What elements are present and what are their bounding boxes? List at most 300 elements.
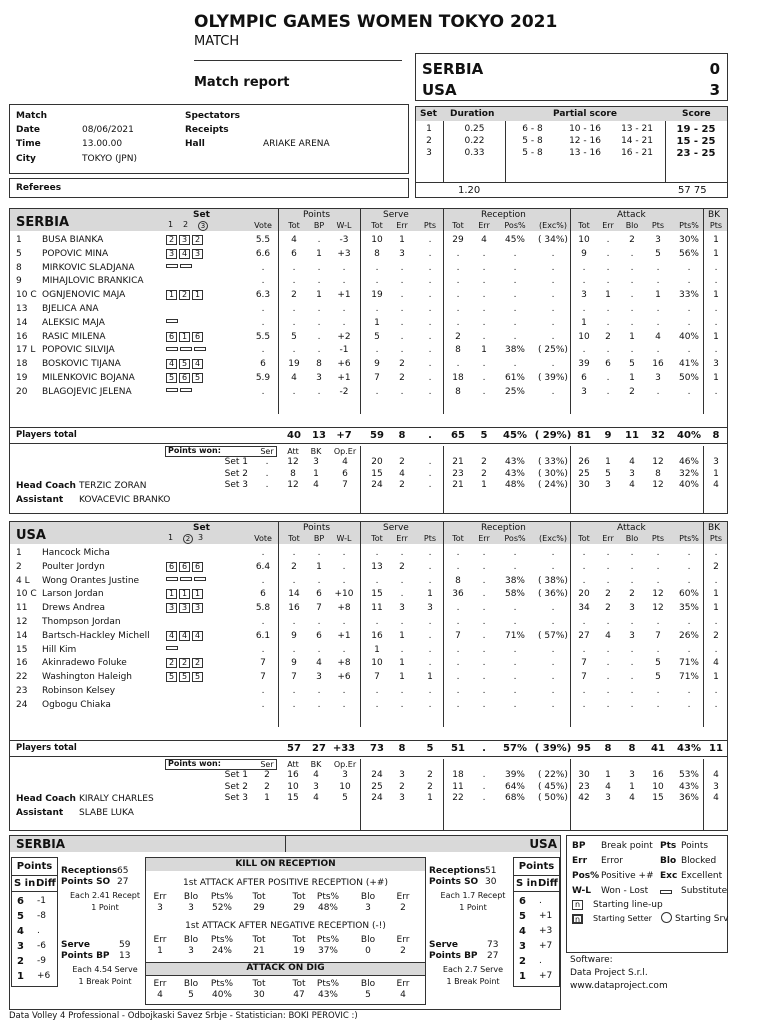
- set-duration: 0.33: [464, 148, 485, 158]
- set-position: 6: [192, 332, 203, 342]
- stat-tot: 4: [291, 373, 297, 383]
- away-sets-won: 3: [709, 81, 720, 99]
- stat-a_blo: .: [630, 548, 634, 558]
- stat-a_blo: .: [630, 699, 634, 710]
- player-name: Ogbogu Chiaka: [42, 699, 111, 710]
- set-stat-s_pts: 2: [427, 781, 433, 792]
- stat-s_pts: .: [428, 658, 432, 669]
- total-a_pts: 41: [651, 743, 665, 754]
- stat-bp: 8: [316, 359, 322, 370]
- pw-bk: 3: [313, 457, 319, 467]
- stat-r_err: .: [482, 644, 486, 655]
- stat-a_err: .: [606, 575, 610, 586]
- stat-a_ptsp: .: [687, 699, 691, 710]
- stat-bp: 4: [316, 658, 322, 669]
- stat-a_blo: .: [630, 248, 634, 259]
- set-digit: 3: [198, 221, 208, 231]
- stat-tot: 9: [291, 630, 297, 641]
- set-number: 1: [426, 124, 432, 134]
- set-stat-s_tot: 24: [371, 793, 383, 803]
- stat-bk: 1: [713, 290, 719, 301]
- subheader: Err: [602, 534, 614, 543]
- player-number: 12: [16, 617, 28, 627]
- set-position: 2: [166, 658, 177, 668]
- set-position: [194, 347, 206, 351]
- total-s_tot: 59: [370, 430, 384, 441]
- stat-s_pts: .: [428, 686, 432, 696]
- each-serve-bp: 1 Break Point: [446, 977, 500, 986]
- pw-bk: 4: [313, 770, 319, 780]
- set-stat-s_err: 3: [399, 793, 405, 803]
- pw-oper: 3: [342, 770, 348, 780]
- kill-cell: Tot: [292, 892, 306, 902]
- set-position: [166, 319, 178, 323]
- kill-cell: 2: [400, 903, 406, 913]
- stat-a_blo: .: [630, 304, 634, 314]
- set-stat-r_pos: 43%: [504, 468, 525, 479]
- legend-key: Blo: [660, 856, 677, 866]
- legend-text: Points: [681, 841, 709, 851]
- summary-home-team: SERBIA: [16, 837, 65, 851]
- player-name: Wong Orantes Justine: [42, 575, 140, 586]
- set-position: 2: [179, 290, 190, 300]
- player-number: 4 L: [16, 575, 30, 586]
- stat-tot: 5: [291, 331, 297, 342]
- set-stat-r_pos: 64%: [504, 781, 525, 792]
- stat-vote: 5.8: [255, 603, 271, 614]
- pw-bk: 4: [313, 480, 319, 490]
- stat-s_tot: 8: [374, 248, 380, 259]
- sep: [146, 975, 425, 976]
- sep: [11, 875, 58, 876]
- stat-bp: .: [317, 331, 321, 342]
- stat-wl: -2: [339, 386, 349, 397]
- rotation-diff: .: [539, 896, 542, 906]
- legend-text: Error: [601, 856, 623, 866]
- stat-a_tot: .: [582, 304, 586, 314]
- time-value: 13.00.00: [82, 139, 123, 149]
- stat-r_tot: .: [456, 290, 460, 301]
- stat-a_blo: 1: [629, 373, 635, 383]
- stat-r_err: .: [482, 331, 486, 342]
- stat-s_tot: .: [375, 699, 379, 710]
- stat-s_err: .: [400, 589, 404, 600]
- set-stat-bk: 3: [713, 457, 719, 467]
- stat-a_tot: .: [582, 644, 586, 655]
- stat-r_err: .: [482, 304, 486, 314]
- stat-a_tot: 7: [581, 672, 587, 683]
- set-stat-a_err: 1: [605, 457, 611, 467]
- stat-bp: .: [317, 345, 321, 356]
- player-sets: [166, 645, 180, 654]
- legend-text: Blocked: [681, 856, 717, 866]
- referees-label: Referees: [16, 183, 62, 193]
- stat-a_blo: .: [630, 617, 634, 627]
- set-stat-a_err: 4: [605, 781, 611, 792]
- stat-r_err: .: [482, 603, 486, 614]
- stat-bp: .: [317, 686, 321, 696]
- kill-cell: 3: [365, 903, 371, 913]
- stat-r_exc: .: [551, 603, 555, 614]
- stat-s_pts: .: [428, 317, 432, 328]
- stat-r_exc: .: [551, 304, 555, 314]
- subheader: Pts: [709, 221, 723, 230]
- player-sets: [166, 658, 205, 668]
- diff-header: Diff: [36, 878, 56, 889]
- set-position: [166, 388, 178, 392]
- set-number: 2: [426, 136, 432, 146]
- kill-cell: Pts%: [316, 892, 340, 902]
- rotation-diff: .: [37, 926, 40, 936]
- stat-vote: 6.6: [255, 248, 271, 259]
- stat-a_ptsp: 50%: [678, 373, 699, 383]
- pw-oper-header: Op.Er: [333, 447, 357, 456]
- stat-a_blo: 1: [629, 331, 635, 342]
- set-stat-s_tot: 24: [371, 480, 383, 490]
- stat-wl: .: [342, 617, 346, 627]
- stat-vote: 6: [260, 589, 266, 600]
- stat-a_pts: 3: [655, 373, 661, 383]
- stat-r_exc: .: [551, 617, 555, 627]
- stat-s_tot: .: [375, 575, 379, 586]
- stat-s_tot: .: [375, 386, 379, 397]
- set-stat-a_tot: 30: [578, 480, 590, 490]
- total-a_err: 8: [604, 743, 612, 754]
- legend-text: Won - Lost: [601, 886, 649, 896]
- stat-s_err: 3: [399, 248, 405, 259]
- starting-server-symbol: [661, 912, 672, 923]
- stat-a_ptsp: 41%: [678, 359, 699, 370]
- software-company: Data Project S.r.l.: [570, 968, 648, 978]
- stat-bp: 6: [316, 589, 322, 600]
- stat-bk: .: [714, 644, 718, 655]
- stat-r_pos: .: [513, 699, 517, 710]
- stat-a_ptsp: .: [687, 386, 691, 397]
- player-sets: [166, 631, 205, 641]
- stat-s_pts: 1: [427, 672, 433, 683]
- set-stat-a_pts: 12: [652, 480, 664, 490]
- stat-r_pos: .: [513, 248, 517, 259]
- rotation-points-header: Points: [16, 861, 53, 872]
- stat-s_err: .: [400, 548, 404, 558]
- stat-a_pts: 5: [655, 658, 661, 669]
- player-name: Akinradewo Foluke: [42, 658, 127, 669]
- set-stat-r_err: 2: [481, 457, 487, 467]
- stat-tot: .: [292, 548, 296, 558]
- referees-box: [9, 178, 409, 198]
- stat-s_pts: .: [428, 248, 432, 259]
- pw-bk-header: BK: [310, 760, 322, 769]
- subheader: Tot: [371, 221, 383, 230]
- set-duration: 0.25: [464, 124, 485, 134]
- stat-wl: +3: [337, 248, 351, 259]
- kill-cell: Err: [396, 979, 410, 989]
- partial-score: 13 - 16: [569, 148, 601, 158]
- stat-a_ptsp: .: [687, 276, 691, 287]
- partial-score: 12 - 16: [569, 136, 601, 146]
- kill-cell: Err: [396, 892, 410, 902]
- stat-s_err: 2: [399, 373, 405, 383]
- rotation-diff: -8: [37, 911, 46, 921]
- stat-a_tot: 7: [581, 658, 587, 669]
- stat-r_pos: 71%: [504, 630, 525, 641]
- stat-a_blo: 2: [629, 235, 635, 245]
- player-sets: [166, 263, 194, 272]
- stat-a_err: .: [606, 699, 610, 710]
- player-sets: [166, 318, 180, 327]
- subheader: Tot: [288, 534, 300, 543]
- set-header: Set: [193, 210, 210, 220]
- set-stat-a_pts: 16: [652, 770, 664, 780]
- points-so-value: 30: [485, 877, 497, 887]
- stat-bp: .: [317, 386, 321, 397]
- stat-r_pos: .: [513, 276, 517, 287]
- stat-bk: .: [714, 548, 718, 558]
- set-position: 2: [192, 235, 203, 245]
- stat-a_err: .: [606, 262, 610, 273]
- subheader: Err: [396, 221, 408, 230]
- stat-s_pts: .: [428, 276, 432, 287]
- kill-cell: 48%: [317, 903, 338, 913]
- stat-bp: 1: [316, 248, 322, 259]
- set-stat-a_tot: 23: [578, 781, 590, 792]
- pw-ser-header: Ser: [260, 447, 274, 456]
- stat-r_err: .: [482, 373, 486, 383]
- player-sets: [166, 359, 205, 369]
- player-name: MIRKOVIC SLADJANA: [42, 262, 135, 273]
- each-recept-point: 1 Point: [91, 903, 119, 912]
- legend-text: Excellent: [681, 871, 723, 881]
- set-column-2: [183, 534, 193, 544]
- stat-r_err: .: [482, 699, 486, 710]
- subheader: Tot: [578, 221, 590, 230]
- total-a_blo: 8: [628, 743, 636, 754]
- stat-a_ptsp: .: [687, 617, 691, 627]
- set-position: 6: [179, 562, 190, 572]
- kill-cell: 5: [365, 990, 371, 1000]
- kill-cell: 30: [253, 990, 265, 1000]
- stat-a_pts: .: [656, 699, 660, 710]
- subheader: Blo: [625, 534, 639, 543]
- stat-r_exc: .: [551, 248, 555, 259]
- col-sep: [360, 759, 361, 831]
- kill-cell: 29: [253, 903, 265, 913]
- set-stat-r_exc: ( 24%): [538, 480, 568, 490]
- set-stat-a_pts: 10: [652, 781, 664, 792]
- stat-a_pts: 4: [655, 331, 661, 342]
- stat-tot: .: [292, 686, 296, 696]
- stat-r_exc: .: [551, 262, 555, 273]
- stat-bk: .: [714, 276, 718, 287]
- stat-r_tot: 8: [455, 575, 461, 586]
- col-sep: [703, 446, 704, 514]
- subheader: Tot: [371, 534, 383, 543]
- set-score: 19 - 25: [676, 124, 716, 135]
- starting-lineup-symbol: n: [572, 900, 583, 910]
- set-stat-r_pos: 43%: [504, 457, 525, 467]
- stat-a_pts: 5: [655, 248, 661, 259]
- stat-bp: 3: [316, 672, 322, 683]
- attack-header: Attack: [617, 523, 646, 533]
- stat-vote: .: [261, 317, 265, 328]
- stat-r_err: .: [482, 386, 486, 397]
- stat-r_err: .: [482, 290, 486, 301]
- player-name: Thompson Jordan: [42, 617, 121, 627]
- stat-vote: 5.9: [255, 373, 271, 383]
- set-stat-r_pos: 48%: [504, 480, 525, 490]
- set-position: 1: [166, 589, 177, 599]
- stat-a_blo: .: [630, 686, 634, 696]
- stat-vote: .: [261, 686, 265, 696]
- rotation-points-header: Points: [518, 861, 555, 872]
- assistant-label: Assistant: [16, 808, 64, 818]
- stat-s_err: 2: [399, 359, 405, 370]
- stat-tot: 14: [288, 589, 300, 600]
- stat-wl: +2: [337, 331, 351, 342]
- stat-s_tot: 11: [371, 603, 383, 614]
- stat-r_err: .: [482, 359, 486, 370]
- set-stat-s_err: 2: [399, 457, 405, 467]
- set-stat-s_pts: .: [428, 480, 432, 490]
- stat-bp: 3: [316, 373, 322, 383]
- set-stat-a_err: 3: [605, 793, 611, 803]
- stat-a_err: 2: [605, 331, 611, 342]
- rotation-number: 1: [519, 971, 526, 982]
- player-sets: [166, 332, 205, 342]
- stat-bp: .: [317, 262, 321, 273]
- sep: [513, 875, 560, 876]
- stat-a_ptsp: .: [687, 262, 691, 273]
- stat-tot: 16: [288, 603, 300, 614]
- set-stat-a_tot: 30: [578, 770, 590, 780]
- stat-r_exc: .: [551, 561, 555, 572]
- stat-r_tot: 29: [452, 235, 464, 245]
- player-name: MILENKOVIC BOJANA: [42, 373, 135, 383]
- kill-cell: 24%: [211, 946, 232, 956]
- player-number: 14: [16, 630, 28, 641]
- set-stat-a_ptsp: 40%: [678, 480, 699, 490]
- stat-s_err: 1: [399, 672, 405, 683]
- legend-text: Starting Srv: [675, 914, 729, 924]
- set-position: 6: [179, 373, 190, 383]
- stat-s_pts: .: [428, 373, 432, 383]
- kill-cell: Blo: [183, 979, 199, 989]
- kill-cell: Blo: [183, 935, 199, 945]
- player-name: Drews Andrea: [42, 603, 106, 614]
- stat-wl: .: [342, 686, 346, 696]
- stat-wl: +6: [337, 359, 351, 370]
- set-stat-r_exc: ( 50%): [538, 793, 568, 803]
- stat-r_exc: .: [551, 386, 555, 397]
- stat-s_err: .: [400, 617, 404, 627]
- player-number: 2: [16, 561, 22, 572]
- stat-wl: -1: [339, 345, 349, 356]
- total-s_err: 8: [398, 743, 406, 754]
- bk-header: BK: [708, 210, 721, 220]
- stat-s_err: 1: [399, 630, 405, 641]
- stat-tot: .: [292, 617, 296, 627]
- stat-vote: .: [261, 262, 265, 273]
- stat-a_pts: .: [656, 644, 660, 655]
- stat-wl: .: [342, 548, 346, 558]
- player-name: BOSKOVIC TIJANA: [42, 359, 121, 370]
- set-position: 6: [166, 562, 177, 572]
- pw-att: 10: [287, 781, 299, 792]
- points-so-label: Points SO: [61, 877, 111, 887]
- player-sets: [166, 345, 208, 354]
- legend-key: Pts: [660, 841, 677, 851]
- stat-s_pts: .: [428, 235, 432, 245]
- time-label: Time: [16, 139, 41, 149]
- stat-a_ptsp: .: [687, 575, 691, 586]
- total-bk: 11: [709, 743, 723, 754]
- serve-header: Serve: [383, 523, 409, 533]
- col-sep: [443, 522, 444, 727]
- stat-vote: .: [261, 548, 265, 558]
- set-position: 4: [192, 359, 203, 369]
- stat-a_err: .: [606, 276, 610, 287]
- player-number: 11: [16, 603, 28, 614]
- subheader: Blo: [625, 221, 639, 230]
- stat-a_blo: .: [630, 561, 634, 572]
- stat-wl: +1: [337, 630, 351, 641]
- kill-cell: Err: [153, 979, 167, 989]
- kill-cell: Tot: [252, 935, 266, 945]
- stat-a_tot: 39: [578, 359, 590, 370]
- pw-bk: 3: [313, 781, 319, 792]
- player-number: 19: [16, 373, 28, 383]
- stat-bk: 1: [713, 672, 719, 683]
- set-stat-r_tot: 23: [452, 468, 464, 479]
- player-sets: [166, 235, 205, 245]
- set-position: 4: [192, 631, 203, 641]
- player-number: 20: [16, 386, 28, 397]
- sets-header-score: Score: [682, 109, 711, 119]
- stat-tot: 7: [291, 672, 297, 683]
- stat-r_exc: ( 34%): [538, 235, 568, 245]
- points-won-label: Points won:: [168, 759, 221, 768]
- subheader: W-L: [336, 534, 352, 543]
- stat-a_blo: 3: [629, 630, 635, 641]
- stat-a_tot: .: [582, 617, 586, 627]
- player-number: 16: [16, 658, 28, 669]
- subheader: Tot: [452, 534, 464, 543]
- stat-r_tot: 8: [455, 345, 461, 356]
- set-position: 1: [192, 589, 203, 599]
- player-number: 1: [16, 548, 22, 558]
- col-sep: [360, 209, 361, 414]
- stat-r_tot: .: [456, 672, 460, 683]
- col-sep: [443, 446, 444, 514]
- head-coach-name: KIRALY CHARLES: [79, 794, 154, 804]
- summary-away-team: USA: [529, 837, 557, 851]
- stat-r_pos: 58%: [504, 589, 525, 600]
- bk-header: BK: [708, 523, 721, 533]
- points-so-value: 27: [117, 877, 129, 887]
- stat-wl: +1: [337, 373, 351, 383]
- set-stat-a_pts: 12: [652, 457, 664, 467]
- player-number: 10 C: [16, 589, 37, 600]
- kill-cell: 4: [400, 990, 406, 1000]
- stat-a_pts: 12: [652, 589, 664, 600]
- rotation-number: 2: [17, 956, 24, 967]
- stat-s_tot: 1: [374, 317, 380, 328]
- stat-bp: .: [317, 304, 321, 314]
- software-website[interactable]: www.dataproject.com: [570, 981, 668, 991]
- stat-r_exc: .: [551, 276, 555, 287]
- set-stat-s_pts: .: [428, 457, 432, 467]
- stat-a_ptsp: 33%: [678, 290, 699, 301]
